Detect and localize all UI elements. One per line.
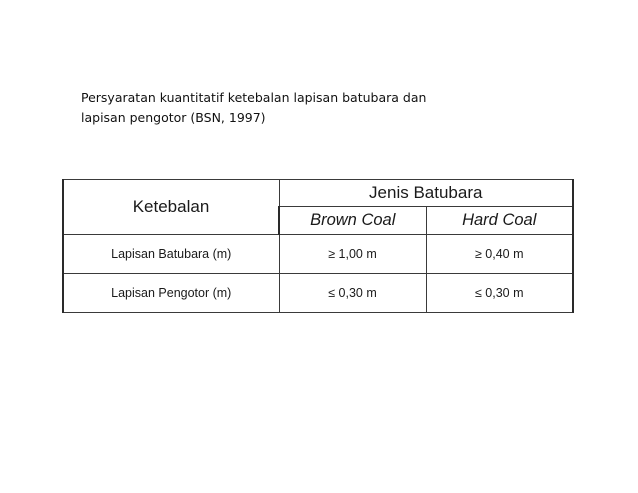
table-header-row	[63, 180, 573, 207]
table-row	[63, 235, 573, 274]
table-row	[63, 274, 573, 313]
header-coal-type: Jenis Batubara	[279, 180, 573, 207]
row-label: Lapisan Pengotor (m)	[63, 274, 279, 313]
cell-hard-coal: ≥ 0,40 m	[426, 235, 573, 274]
caption	[81, 88, 501, 128]
cell-hard-coal: ≤ 0,30 m	[426, 274, 573, 313]
header-brown-coal: Brown Coal	[279, 207, 426, 235]
row-label: Lapisan Batubara (m)	[63, 235, 279, 274]
caption-line-1: Persyaratan kuantitatif ketebalan lapisan batubara dan	[81, 90, 427, 105]
caption-line-2: lapisan pengotor (BSN, 1997)	[81, 110, 266, 125]
cell-brown-coal: ≥ 1,00 m	[279, 235, 426, 274]
cell-brown-coal: ≤ 0,30 m	[279, 274, 426, 313]
requirements-table	[62, 179, 574, 313]
header-hard-coal: Hard Coal	[426, 207, 573, 235]
header-thickness: Ketebalan	[63, 180, 279, 235]
